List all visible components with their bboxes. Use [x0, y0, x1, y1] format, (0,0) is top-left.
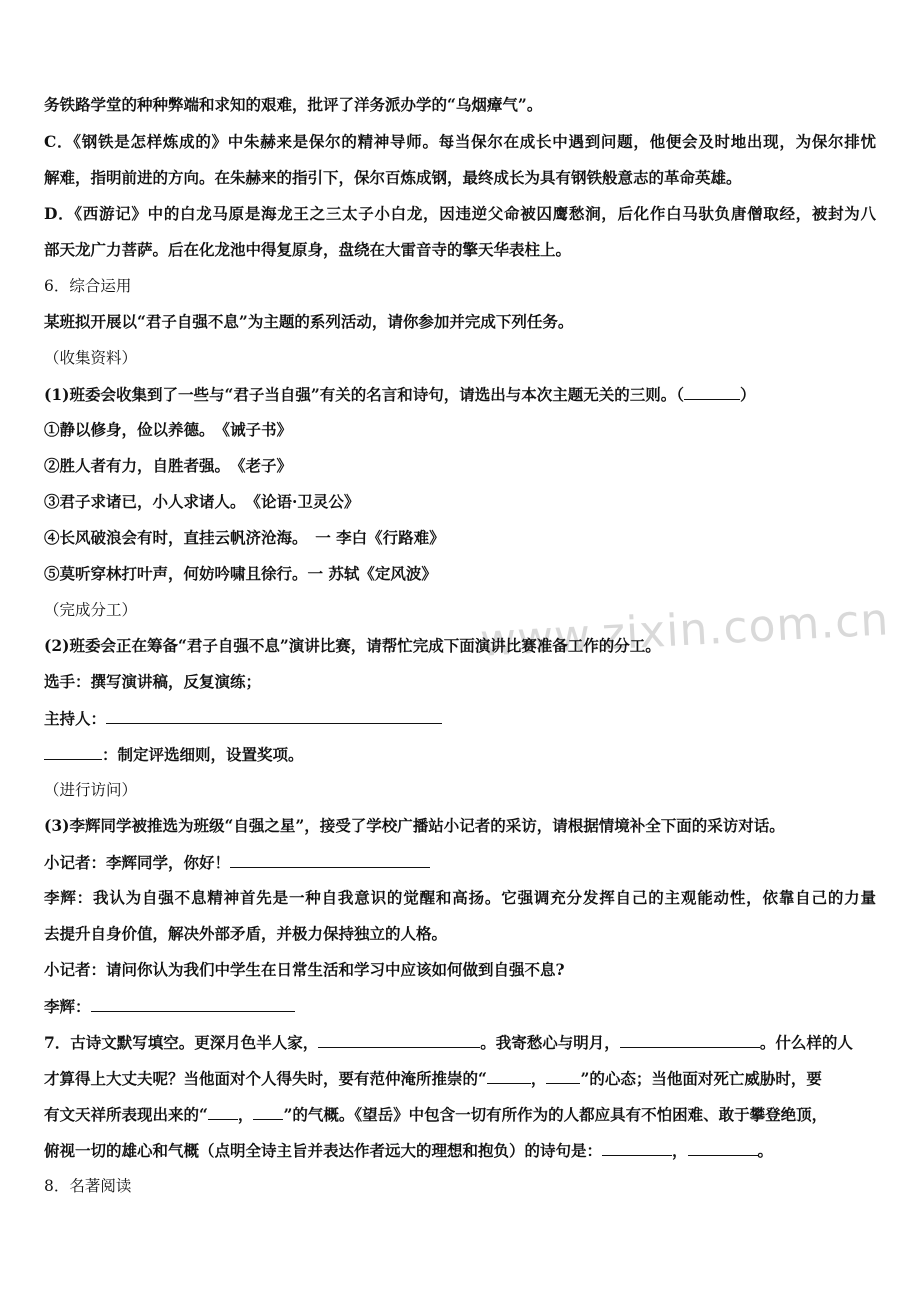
sub-question-2: (2)班委会正在筹备“君子自强不息”演讲比赛，请帮忙完成下面演讲比赛准备工作的分工。 — [44, 636, 661, 655]
answer-blank[interactable] — [318, 1032, 480, 1048]
option-c-line-1 — [44, 132, 876, 152]
answer-blank[interactable] — [91, 996, 295, 1012]
option-label: C． — [44, 132, 74, 151]
option-c-line-2: 解难，指明前进的方向。在朱赫来的指引下，保尔百炼成钢，最终成长为具有钢铁般意志的革命英雄。 — [44, 168, 742, 187]
answer-blank[interactable] — [546, 1068, 580, 1084]
quote-item-2: ②胜人者有力，自胜者强。 《老子》 — [44, 456, 293, 475]
answer-blank[interactable] — [208, 1104, 238, 1120]
option-d-line-2: 部天龙广力菩萨。后在化龙池中得复原身，盘绕在大雷音寺的擎天华表柱上。 — [44, 240, 572, 259]
question-7-line-1: 7．古诗文默写填空。更深月色半人家， 。我寄愁心与明月， 。什么样的人 — [44, 1033, 853, 1052]
section-heading-interview: （进行访问） — [44, 781, 138, 799]
watermark: www.zixin.com.cn — [478, 594, 891, 667]
quote-item-1: ①静以修身，俭以养德。 《诫子书》 — [44, 420, 293, 439]
answer-blank[interactable] — [487, 1068, 531, 1084]
role-contestant: 选手：撰写演讲稿，反复演练； — [44, 672, 262, 691]
answer-blank[interactable] — [684, 384, 740, 400]
option-d-line-1 — [44, 204, 876, 224]
quote-item-5: ⑤莫听穿林打叶声，何妨吟啸且徐行。一 苏轼《定风波》 — [44, 564, 437, 583]
lihui-line-2: 去提升自身价值，解决外部矛盾，并极力保持独立的人格。 — [44, 924, 448, 943]
role-host: 主持人： — [44, 708, 876, 729]
answer-blank[interactable] — [253, 1104, 283, 1120]
section-heading-collect: （收集资料） — [44, 349, 138, 367]
answer-blank[interactable] — [688, 1140, 758, 1156]
section-heading-division: （完成分工） — [44, 601, 138, 619]
sub-question-1: (1)班委会收集到了一些与“君子当自强”有关的名言和诗句，请选出与本次主题无关的三则。（ ） — [44, 385, 756, 404]
option-text: 《西游记》中的白龙马原是海龙王之三太子小白龙，因违逆父命被囚鹰愁涧，后化作白马驮负唐僧取经，被封为八 — [74, 204, 876, 223]
answer-blank[interactable] — [44, 744, 102, 760]
reporter-line-2: 小记者：请问你认为我们中学生在日常生活和学习中应该如何做到自强不息? — [44, 960, 565, 979]
question-6-heading: 6．综合运用 — [44, 277, 132, 295]
option-label: D． — [44, 204, 75, 223]
question-7-line-4: 俯视一切的雄心和气概（点明全诗主旨并表达作者远大的理想和抱负）的诗句是： ， 。 — [44, 1141, 774, 1160]
question-6-intro: 某班拟开展以“君子自强不息”为主题的系列活动，请你参加并完成下列任务。 — [44, 312, 574, 331]
answer-blank[interactable] — [106, 708, 442, 724]
role-judging: ：制定评选细则，设置奖项。 — [44, 744, 876, 765]
answer-blank[interactable] — [620, 1032, 760, 1048]
question-7-line-3: 有文天祥所表现出来的“ ， ”的气概。《望岳》中包含一切有所作为的人都应具有不怕困难、敢于攀登绝顶， — [44, 1105, 828, 1124]
question-7-line-2: 才算得上大丈夫呢？当他面对个人得失时，要有范仲淹所推崇的“ ， ”的心态；当他面对死亡威胁时，要 — [44, 1069, 822, 1088]
quote-item-3: ③君子求诸已，小人求诸人。 《论语·卫灵公》 — [44, 492, 360, 511]
lihui-line-1: 李辉：我认为自强不息精神首先是一种自我意识的觉醒和高扬。它强调充分发挥自己的主观能动性，依靠自己的力量 — [44, 888, 876, 907]
option-text: 《钢铁是怎样炼成的》中朱赫来是保尔的精神导师。每当保尔在成长中遇到问题，他便会及时地出现，为保尔排忧 — [73, 132, 876, 151]
question-8-heading: 8．名著阅读 — [44, 1177, 132, 1195]
quote-item-4: ④长风破浪会有时，直挂云帆济沧海。 一 李白《行路难》 — [44, 528, 445, 547]
reporter-line-1: 小记者：李辉同学，你好！ — [44, 852, 876, 873]
lihui-answer: 李辉： — [44, 996, 876, 1017]
answer-blank[interactable] — [602, 1140, 672, 1156]
answer-blank[interactable] — [230, 852, 430, 868]
sub-question-3: (3)李辉同学被推选为班级“自强之星”，接受了学校广播站小记者的采访，请根据情境补全下面的采访对话。 — [44, 816, 785, 835]
text-line: 务铁路学堂的种种弊端和求知的艰难，批评了洋务派办学的“乌烟瘴气”。 — [44, 95, 543, 114]
